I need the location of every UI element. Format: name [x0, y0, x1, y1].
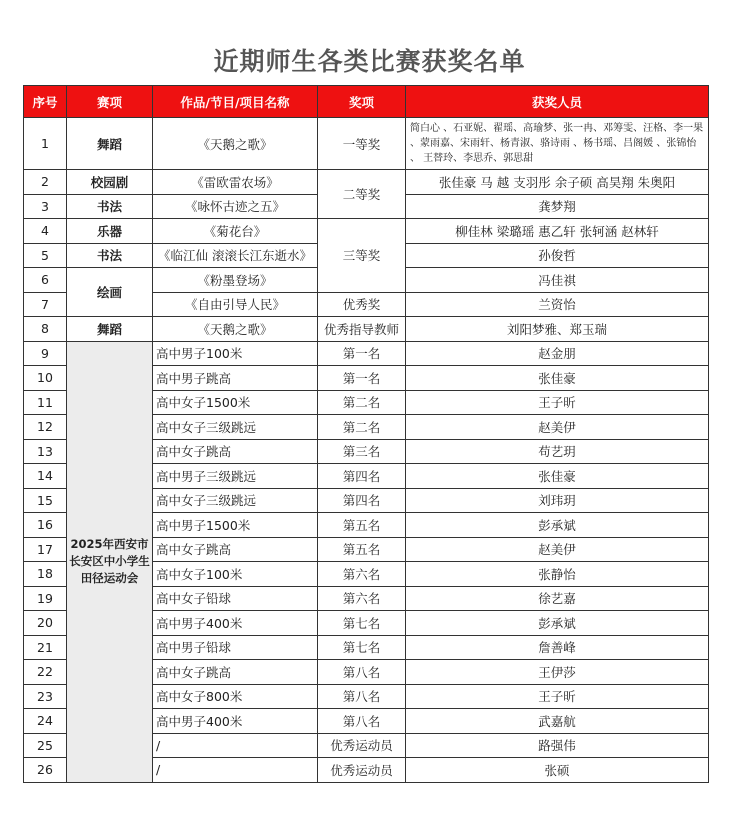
row-no: 15: [24, 488, 67, 513]
row-no: 23: [24, 684, 67, 709]
row-place: 第八名: [318, 684, 406, 709]
row-award: 三等奖: [318, 219, 406, 293]
row-people: 兰资怡: [406, 292, 709, 317]
header-cell-work: 作品/节目/项目名称: [153, 86, 318, 118]
row-place: 第六名: [318, 586, 406, 611]
row-name: 张佳豪: [406, 366, 709, 391]
row-category: 校园剧: [67, 170, 153, 195]
row-name: 徐艺嘉: [406, 586, 709, 611]
row-no: 1: [24, 118, 67, 170]
row-no: 8: [24, 317, 67, 342]
row-place: 第八名: [318, 660, 406, 685]
row-place: 第二名: [318, 390, 406, 415]
row-place: 第五名: [318, 513, 406, 538]
row-no: 5: [24, 243, 67, 268]
row-event: 高中女子跳高: [153, 660, 318, 685]
row-event: /: [153, 733, 318, 758]
row-place: 第六名: [318, 562, 406, 587]
row-category: 舞蹈: [67, 317, 153, 342]
track-meet-section: [24, 341, 709, 782]
row-work: 《菊花台》: [153, 219, 318, 244]
row-name: 张硕: [406, 758, 709, 783]
row-work: 《雷欧雷农场》: [153, 170, 318, 195]
row-name: 詹善峰: [406, 635, 709, 660]
row-no: 7: [24, 292, 67, 317]
row-award: 优秀奖: [318, 292, 406, 317]
row-name: 彭承斌: [406, 513, 709, 538]
row-no: 17: [24, 537, 67, 562]
row-no: 16: [24, 513, 67, 538]
row-work: 《临江仙 滚滚长江东逝水》: [153, 243, 318, 268]
row-place: 第四名: [318, 488, 406, 513]
row-work: 《粉墨登场》: [153, 268, 318, 293]
row-name: 彭承斌: [406, 611, 709, 636]
table-row: [24, 317, 709, 342]
row-event: 高中女子跳高: [153, 537, 318, 562]
row-place: 第一名: [318, 366, 406, 391]
row-no: 10: [24, 366, 67, 391]
row-place: 第七名: [318, 611, 406, 636]
row-no: 20: [24, 611, 67, 636]
row-event: 高中女子1500米: [153, 390, 318, 415]
row-place: 优秀运动员: [318, 758, 406, 783]
row-name: 王伊莎: [406, 660, 709, 685]
row-work: 《自由引导人民》: [153, 292, 318, 317]
row-event: 高中女子800米: [153, 684, 318, 709]
row-people: 孙俊哲: [406, 243, 709, 268]
row-event: 高中男子铅球: [153, 635, 318, 660]
row-category: 舞蹈: [67, 118, 153, 170]
row-award: 二等奖: [318, 170, 406, 219]
row-award: 一等奖: [318, 118, 406, 170]
row-event: 高中女子100米: [153, 562, 318, 587]
row-people: 张佳豪 马 越 支羽彤 余子硕 高昊翔 朱奥阳: [406, 170, 709, 195]
row-name: 王子昕: [406, 684, 709, 709]
row-people: 龚梦翔: [406, 194, 709, 219]
row-event: 高中男子400米: [153, 709, 318, 734]
row-name: 路强伟: [406, 733, 709, 758]
row-no: 6: [24, 268, 67, 293]
row-event: 高中男子400米: [153, 611, 318, 636]
row-event: 高中男子1500米: [153, 513, 318, 538]
row-event: 高中男子跳高: [153, 366, 318, 391]
row-category: 乐器: [67, 219, 153, 244]
table-row: [24, 170, 709, 195]
row-people: 柳佳林 梁璐瑶 惠乙轩 张轲涵 赵林轩: [406, 219, 709, 244]
page-title: 近期师生各类比赛获奖名单: [213, 47, 526, 76]
row-name: 赵美伊: [406, 415, 709, 440]
row-name: 赵金朋: [406, 341, 709, 366]
row-no: 2: [24, 170, 67, 195]
row-category: 书法: [67, 194, 153, 219]
row-name: 张佳豪: [406, 464, 709, 489]
row-no: 13: [24, 439, 67, 464]
row-work: 《天鹅之歌》: [153, 118, 318, 170]
row-name: 苟艺玥: [406, 439, 709, 464]
row-name: 武嘉航: [406, 709, 709, 734]
row-no: 18: [24, 562, 67, 587]
row-name: 赵美伊: [406, 537, 709, 562]
row-name: 刘玮玥: [406, 488, 709, 513]
row-event: 高中女子跳高: [153, 439, 318, 464]
row-name: 张静怡: [406, 562, 709, 587]
header-cell-people: 获奖人员: [406, 86, 709, 118]
row-no: 4: [24, 219, 67, 244]
row-award: 优秀指导教师: [318, 317, 406, 342]
row-place: 第五名: [318, 537, 406, 562]
row-place: 第二名: [318, 415, 406, 440]
row-event: 高中男子三级跳远: [153, 464, 318, 489]
meet-category-cell: 2025年西安市长安区中小学生田径运动会: [67, 341, 153, 782]
table-row: [24, 118, 709, 170]
award-table: [23, 85, 709, 783]
row-place: 第三名: [318, 439, 406, 464]
row-place: 第八名: [318, 709, 406, 734]
table-row: [24, 341, 709, 366]
row-place: 第一名: [318, 341, 406, 366]
row-no: 26: [24, 758, 67, 783]
row-people: 刘阳梦雅、郑玉瑞: [406, 317, 709, 342]
row-event: 高中女子三级跳远: [153, 488, 318, 513]
row-no: 3: [24, 194, 67, 219]
row-no: 12: [24, 415, 67, 440]
row-no: 9: [24, 341, 67, 366]
row-no: 19: [24, 586, 67, 611]
row-people: 冯佳祺: [406, 268, 709, 293]
header-row: [24, 86, 709, 118]
header-cell-no: 序号: [24, 86, 67, 118]
row-no: 11: [24, 390, 67, 415]
row-no: 22: [24, 660, 67, 685]
row-event: 高中女子铅球: [153, 586, 318, 611]
row-place: 优秀运动员: [318, 733, 406, 758]
row-category: 绘画: [67, 268, 153, 317]
row-event: 高中女子三级跳远: [153, 415, 318, 440]
row-no: 24: [24, 709, 67, 734]
row-category: 书法: [67, 243, 153, 268]
row-no: 14: [24, 464, 67, 489]
row-name: 王子昕: [406, 390, 709, 415]
table-row: [24, 219, 709, 244]
row-event: /: [153, 758, 318, 783]
row-work: 《咏怀古迹之五》: [153, 194, 318, 219]
row-event: 高中男子100米: [153, 341, 318, 366]
header-cell-category: 赛项: [67, 86, 153, 118]
row-work: 《天鹅之歌》: [153, 317, 318, 342]
row-people: 简白心 、石亚妮、翟瑶、高瑜梦、张一冉、邓筹雯、汪格、李一果 、蒙雨嘉、宋雨轩、杨青淑、骆诗雨 、杨书瑶、吕阁媛 、张锦怡 、 王替玲、李思乔、郭思甜: [406, 118, 709, 170]
row-place: 第七名: [318, 635, 406, 660]
row-place: 第四名: [318, 464, 406, 489]
row-no: 21: [24, 635, 67, 660]
row-no: 25: [24, 733, 67, 758]
header-cell-award: 奖项: [318, 86, 406, 118]
